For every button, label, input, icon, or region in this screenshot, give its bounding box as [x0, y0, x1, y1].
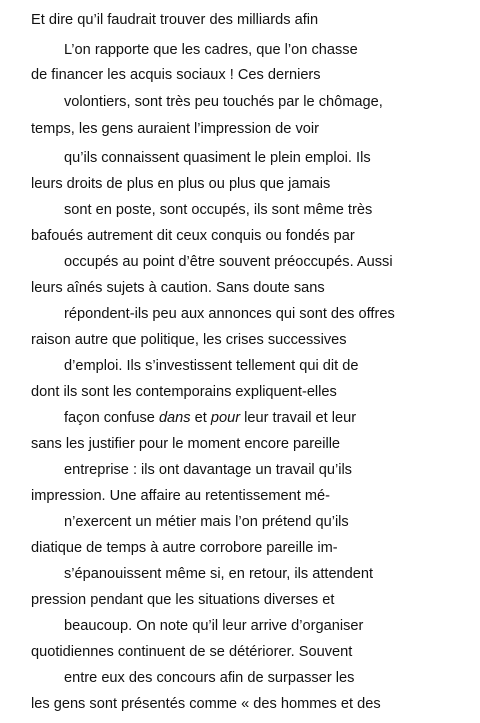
italic-word: dans [158, 410, 191, 426]
text-segment: leur travail et leur [240, 410, 357, 426]
text-line: pression pendant que les situations diverses et [31, 592, 335, 608]
text-line: entreprise : ils ont davantage un travail qu’ils [64, 462, 352, 478]
text-line: temps, les gens auraient l’impression de voir [31, 121, 319, 137]
text-line: sont en poste, sont occupés, ils sont même très [64, 202, 373, 218]
text-line: entre eux des concours afin de surpasser les [64, 670, 355, 686]
text-line: les gens sont présentés comme « des hommes et des [31, 696, 381, 712]
text-line: impression. Une affaire au retentissement mé- [31, 488, 331, 504]
text-line: leurs droits de plus en plus ou plus que jamais [31, 176, 331, 192]
text-line: occupés au point d’être souvent préoccupés. Aussi [64, 254, 393, 270]
text-line: d’emploi. Ils s’investissent tellement qui dit de [64, 358, 359, 374]
text-line: diatique de temps à autre corrobore pareille im- [31, 540, 338, 556]
text-line: leurs aînés sujets à caution. Sans doute sans [31, 280, 325, 296]
italic-word: pour [210, 410, 241, 426]
text-line [64, 409, 356, 427]
text-line: quotidiennes continuent de se détériorer. Souvent [31, 644, 353, 660]
text-line: beaucoup. On note qu’il leur arrive d’organiser [64, 618, 364, 634]
text-line: L’on rapporte que les cadres, que l’on chasse [64, 42, 358, 58]
text-line: volontiers, sont très peu touchés par le chômage, [64, 94, 383, 110]
text-segment: façon confuse [64, 410, 159, 426]
text-line: répondent-ils peu aux annonces qui sont des offres [64, 306, 395, 322]
text-line: bafoués autrement dit ceux conquis ou fondés par [31, 228, 355, 244]
text-line: qu’ils connaissent quasiment le plein emploi. Ils [64, 150, 371, 166]
text-line: sans les justifier pour le moment encore pareille [31, 436, 341, 452]
text-line: n’exercent un métier mais l’on prétend qu’ils [64, 514, 349, 530]
text-segment: et [190, 410, 211, 426]
text-line: s’épanouissent même si, en retour, ils attendent [64, 566, 374, 582]
text-line: Et dire qu’il faudrait trouver des milliards afin [31, 12, 319, 28]
text-line: dont ils sont les contemporains expliquent-elles [31, 384, 337, 400]
text-line: raison autre que politique, les crises successives [31, 332, 347, 348]
text-line: de financer les acquis sociaux ! Ces derniers [31, 67, 321, 83]
